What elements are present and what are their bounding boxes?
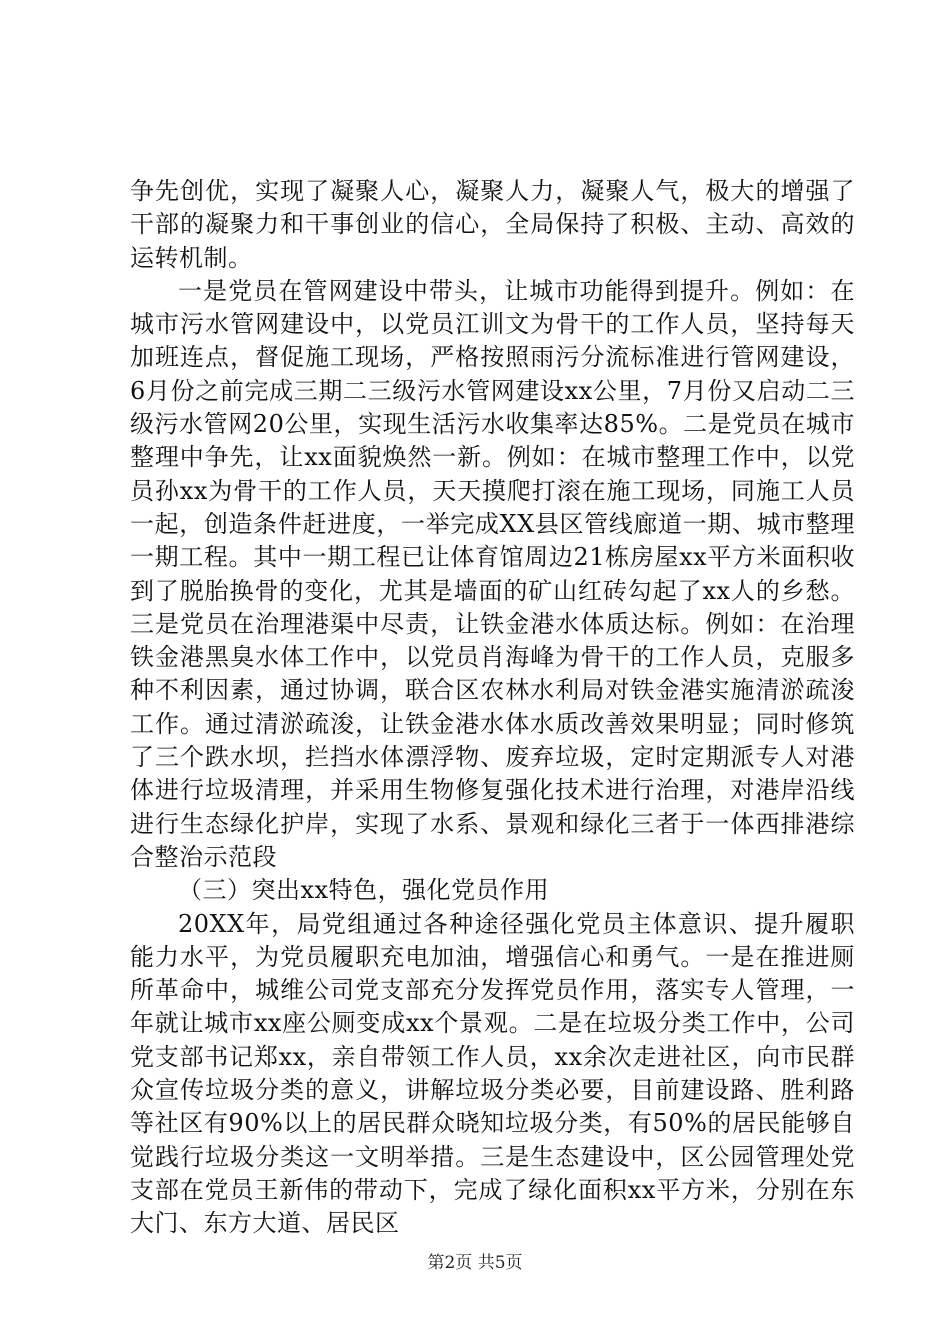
section-heading: （三）突出xx特色，强化党员作用 <box>178 876 550 905</box>
paragraph-2: 一是党员在管网建设中带头，让城市功能得到提升。例如：在城市污水管网建设中，以党员江训文为骨干的工作人员，坚持每天加班连点，督促施工现场，严格按照雨污分流标准进行管网建设，6月份之前完成三期二三级污水管网建设xx公里，7月份又启动二三级污水管网20公里，实现生活污水收集率达85%。二是党员在城市整理中争先，让xx面貌焕然一新。例如：在城市整理工作中，以党员孙xx为骨干的工作人员，天天摸爬打滚在施工现场，同施工人员一起，创造条件赶进度，一举完成XX县区管线廊道一期、城市整理一期工程。其中一期工程已让体育馆周边21栋房屋xx平方米面积收到了脱胎换骨的变化，尤其是墙面的矿山红砖勾起了xx人的乡愁。三是党员在治理港渠中尽责，让铁金港水体质达标。例如：在治理铁金港黑臭水体工作中，以党员肖海峰为骨干的工作人员，克服多种不利因素，通过协调，联合区农林水利局对铁金港实施清淤疏浚工作。通过清淤疏浚，让铁金港水体水质改善效果明显；同时修筑了三个跌水坝，拦挡水体漂浮物、废弃垃圾，定时定期派专人对港体进行垃圾清理，并采用生物修复强化技术进行治理，对港岸沿线进行生态绿化护岸，实现了水系、景观和绿化三者于一体西排港综合整治示范段 <box>130 276 855 871</box>
paragraph-1: 争先创优，实现了凝聚人心，凝聚人力，凝聚人气，极大的增强了干部的凝聚力和干事创业的信心，全局保持了积极、主动、高效的运转机制。 <box>130 177 855 272</box>
paragraph-3: 20XX年，局党组通过各种途径强化党员主体意识、提升履职能力水平，为党员履职充电加油，增强信心和勇气。一是在推进厕所革命中，城维公司党支部充分发挥党员作用，落实专人管理，一年就让城市xx座公厕变成xx个景观。二是在垃圾分类工作中，公司党支部书记郑xx，亲自带领工作人员，xx余次走进社区，向市民群众宣传垃圾分类的意义，讲解垃圾分类必要，目前建设路、胜利路等社区有90%以上的居民群众晓知垃圾分类，有50%的居民能够自觉践行垃圾分类这一文明举措。三是生态建设中，区公园管理处党支部在党员王新伟的带动下，完成了绿化面积xx平方米，分别在东大门、东方大道、居民区 <box>130 909 855 1238</box>
page-footer: 第2页 共5页 <box>427 1253 523 1273</box>
document-body <box>130 175 855 1241</box>
